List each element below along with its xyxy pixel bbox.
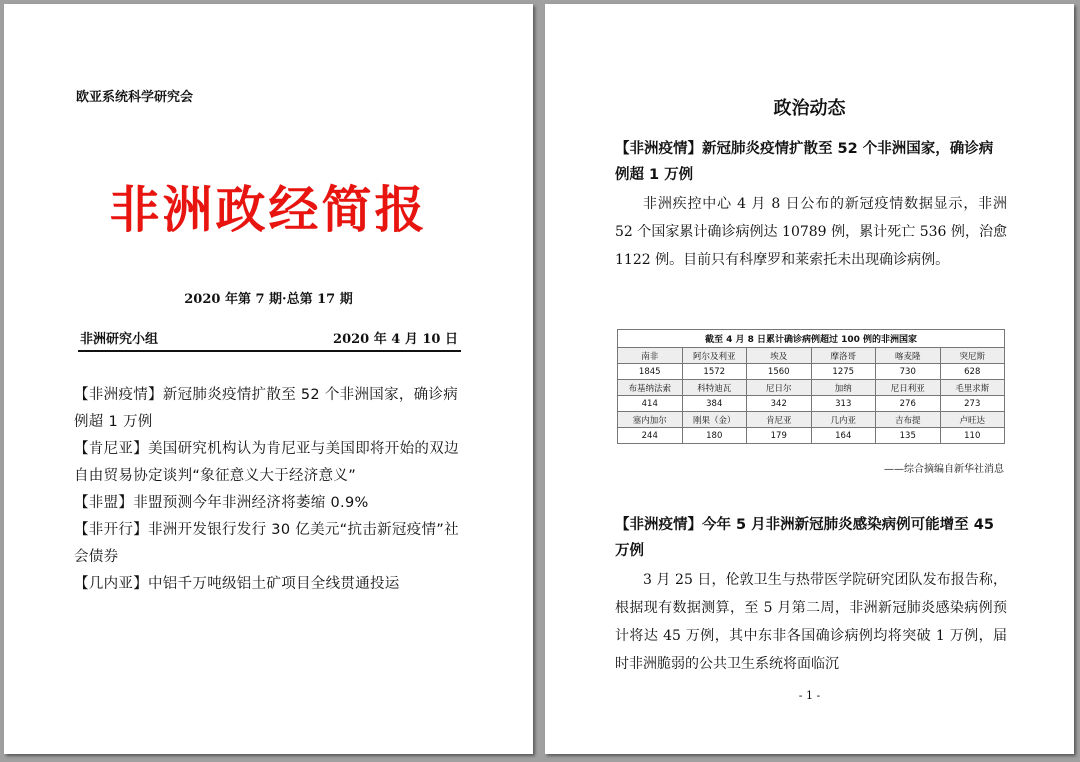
country-cell: 刚果（金）	[682, 412, 747, 428]
table-of-contents	[74, 382, 466, 598]
value-cell: 384	[682, 396, 747, 412]
article-2-body: 3 月 25 日，伦敦卫生与热带医学院研究团队发布报告称，根据现有数据测算，至 5 月第二周，非洲新冠肺炎感染病例预计将达 45 万例，其中东非各国确诊病例均将突破 1 万例，届时非洲脆弱的公共卫生系统将面临沉	[615, 572, 1007, 672]
country-cell: 阿尔及利亚	[682, 348, 747, 364]
country-cell: 肯尼亚	[747, 412, 812, 428]
header-divider	[78, 350, 461, 352]
organization-name: 欧亚系统科学研究会	[76, 90, 194, 105]
issue-number: 2020 年第 7 期·总第 17 期	[184, 292, 353, 307]
page-number: - 1 -	[798, 689, 821, 702]
value-cell: 244	[618, 428, 683, 444]
toc-item: 【肯尼亚】美国研究机构认为肯尼亚与美国即将开始的双边自由贸易协定谈判“象征意义大于经济意义”	[74, 441, 459, 484]
value-cell: 135	[876, 428, 941, 444]
toc-item: 【非开行】非洲开发银行发行 30 亿美元“抗击新冠疫情”社会债券	[74, 522, 459, 565]
table-row	[618, 428, 1005, 444]
left-page	[4, 4, 533, 754]
article-1-body: 非洲疾控中心 4 月 8 日公布的新冠疫情数据显示，非洲 52 个国家累计确诊病例达 10789 例，累计死亡 536 例，治愈 1122 例。目前只有科摩罗和莱索托未出现确诊病例。	[615, 196, 1007, 268]
country-cell: 突尼斯	[940, 348, 1005, 364]
toc-item: 【非盟】非盟预测今年非洲经济将萎缩 0.9%	[74, 495, 369, 511]
country-cell: 摩洛哥	[811, 348, 876, 364]
country-cell: 吉布提	[876, 412, 941, 428]
country-cell: 尼日利亚	[876, 380, 941, 396]
table-row	[618, 364, 1005, 380]
country-cell: 喀麦隆	[876, 348, 941, 364]
publication-date: 2020 年 4 月 10 日	[333, 332, 458, 347]
table-row	[618, 380, 1005, 396]
cases-table	[617, 329, 1005, 444]
country-cell: 布基纳法索	[618, 380, 683, 396]
country-cell: 尼日尔	[747, 380, 812, 396]
value-cell: 180	[682, 428, 747, 444]
table-row	[618, 412, 1005, 428]
value-cell: 1845	[618, 364, 683, 380]
masthead-title: 非洲政经简报	[109, 181, 428, 239]
country-cell: 毛里求斯	[940, 380, 1005, 396]
value-cell: 313	[811, 396, 876, 412]
right-page	[545, 4, 1074, 754]
country-cell: 几内亚	[811, 412, 876, 428]
value-cell: 179	[747, 428, 812, 444]
toc-item: 【几内亚】中铝千万吨级铝土矿项目全线贯通投运	[74, 576, 400, 592]
section-title: 政治动态	[773, 98, 846, 119]
country-cell: 塞内加尔	[618, 412, 683, 428]
article-2-title: 【非洲疫情】今年 5 月非洲新冠肺炎感染病例可能增至 45 万例	[615, 517, 994, 559]
value-cell: 730	[876, 364, 941, 380]
article-1-title: 【非洲疫情】新冠肺炎疫情扩散至 52 个非洲国家，确诊病例超 1 万例	[615, 141, 994, 183]
table-row	[618, 396, 1005, 412]
country-cell: 埃及	[747, 348, 812, 364]
country-cell: 科特迪瓦	[682, 380, 747, 396]
value-cell: 414	[618, 396, 683, 412]
value-cell: 164	[811, 428, 876, 444]
value-cell: 342	[747, 396, 812, 412]
table-row	[618, 348, 1005, 364]
value-cell: 1560	[747, 364, 812, 380]
value-cell: 628	[940, 364, 1005, 380]
value-cell: 273	[940, 396, 1005, 412]
research-group: 非洲研究小组	[80, 332, 159, 347]
country-cell: 南非	[618, 348, 683, 364]
value-cell: 1275	[811, 364, 876, 380]
value-cell: 110	[940, 428, 1005, 444]
value-cell: 276	[876, 396, 941, 412]
country-cell: 卢旺达	[940, 412, 1005, 428]
table-source: ——综合摘编自新华社消息	[884, 464, 1004, 475]
toc-item: 【非洲疫情】新冠肺炎疫情扩散至 52 个非洲国家，确诊病例超 1 万例	[74, 387, 459, 430]
value-cell: 1572	[682, 364, 747, 380]
country-cell: 加纳	[811, 380, 876, 396]
table-caption: 截至 4 月 8 日累计确诊病例超过 100 例的非洲国家	[618, 330, 1005, 348]
